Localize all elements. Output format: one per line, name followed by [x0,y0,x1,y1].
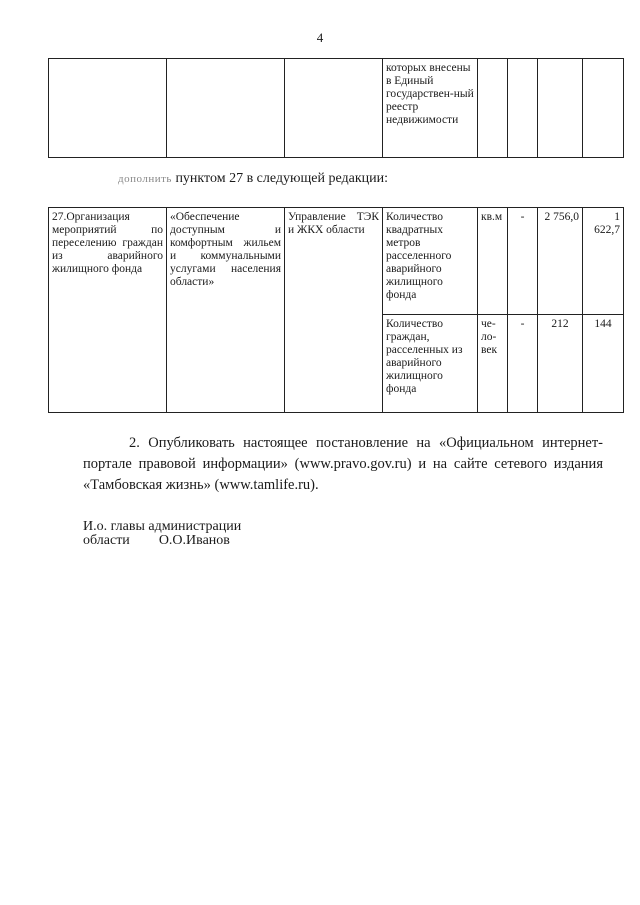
table-cell [538,59,583,158]
unit-cell: кв.м [478,208,508,315]
table-row [49,208,624,315]
table-cell [49,59,167,158]
table-cell-indicator: которых внесены в Единый государствен-ный реестр недвижимости [383,59,478,158]
value-cell: 2 756,0 [538,208,583,315]
value-cell: 1 622,7 [583,208,624,315]
responsible-cell: Управление ТЭК и ЖКХ области [285,208,383,413]
table-cell [167,59,285,158]
intro-text: пунктом 27 в следующей редакции: [175,171,389,186]
dash-cell: - [508,208,538,315]
signature-title: И.о. главы администрации [83,519,242,534]
signature-line [83,533,230,549]
amendment-intro [118,171,388,187]
signature-region: области [83,533,130,548]
page-number: 4 [316,30,324,45]
indicator-cell: Количество граждан, расселенных из аварийного жилищного фонда [383,315,478,413]
signature-name: О.О.Иванов [158,533,230,548]
value-cell: 144 [583,315,624,413]
table-continuation [48,58,624,158]
indicator-cell: Количество квадратных метров расселенного аварийного жилищного фонда [383,208,478,315]
item-name-cell: 27.Организация мероприятий по переселению граждан из аварийного жилищного фонда [49,208,167,413]
table-cell [583,59,624,158]
faded-word: дополнить [118,173,172,185]
value-cell: 212 [538,315,583,413]
table-row [49,59,624,158]
dash-cell: - [508,315,538,413]
table-item-27 [48,207,624,413]
program-cell: «Обеспечение доступным и комфортным жильем и коммунальными услугами населения области» [167,208,285,413]
table-cell [285,59,383,158]
table-cell [508,59,538,158]
table-cell [478,59,508,158]
unit-cell: че-ло-век [478,315,508,413]
paragraph-publication: 2. Опубликовать настоящее постановление на «Официальном интернет-портале правовой информации» (www.pravo.gov.ru) и на сайте сетевого издания «Тамбовская жизнь» (www.tamlife.ru). [83,435,603,493]
